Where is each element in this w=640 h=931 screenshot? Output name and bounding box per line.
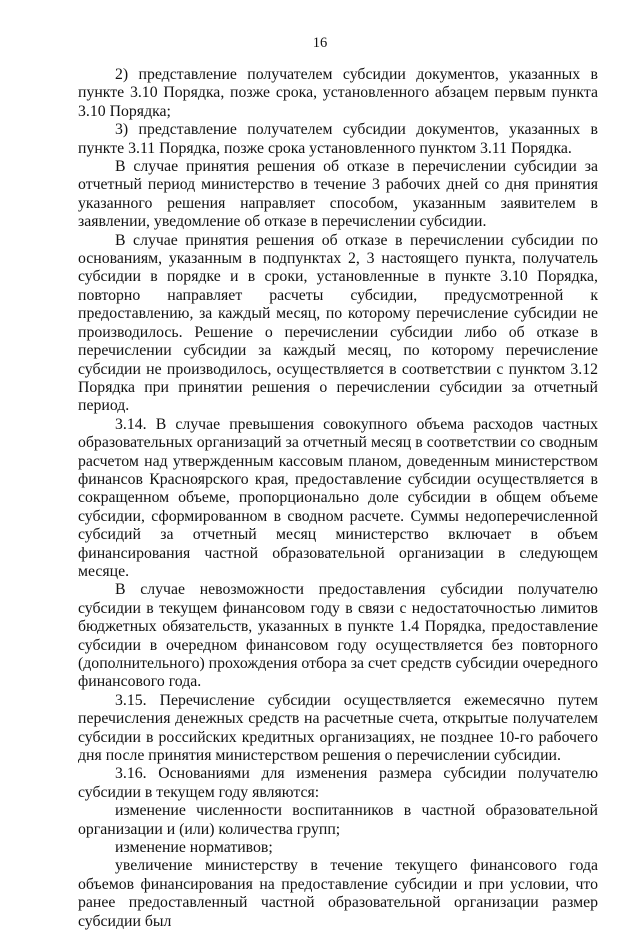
paragraph-item-3: 3) представление получателем субсидии документов, указанных в пункте 3.11 Порядка, позже срока установленного пунктом 3.11 Порядка. [78,121,598,157]
paragraph-3-15: 3.15. Перечисление субсидии осуществляется ежемесячно путем перечисления денежных средств на расчетные счета, открытые получателем субсидии в российских кредитных организациях, не позднее 10-го рабочего дня после принятия министерством решения о перечислении субсидии. [78,691,598,765]
paragraph-change-enrollment: изменение численности воспитанников в частной образовательной организации и (или) количества групп; [78,802,598,838]
paragraph-limits-insufficiency: В случае невозможности предоставления субсидии получателю субсидии в текущем финансовом году в связи с недостаточностью лимитов бюджетных обязательств, указанных в пункте 1.4 Порядка, предоставление субсидии в очередном финансовом году осуществляется без повторного (дополнительного) прохождения отбора за счет средств субсидии очередного финансового года. [78,581,599,691]
paragraph-change-norms: изменение нормативов; [115,839,273,857]
paragraph-refusal-resubmission: В случае принятия решения об отказе в перечислении субсидии по основаниям, указанным в подпунктах 2, 3 настоящего пункта, получатель субсидии в порядке и в сроки, установленные в пункте 3.10 Порядка, повторно направляет расчеты субсидии, предусмотренной к предоставлению, за каждый месяц, по которому перечисление субсидии не производилось. Решение о перечислении субсидии либо об отказе в перечислении субсидии за каждый месяц, по которому перечисление субсидии не производилось, осуществляется в соответствии с пунктом 3.12 Порядка при принятии решения о перечислении субсидии за отчетный период. [78,231,598,415]
paragraph-3-16: 3.16. Основаниями для изменения размера субсидии получателю субсидии в текущем году являются: [78,765,598,801]
page-number: 16 [312,35,328,51]
paragraph-item-2: 2) представление получателем субсидии документов, указанных в пункте 3.10 Порядка, позже срока, установленного абзацем первым пункта 3.10 Порядка; [78,66,598,120]
paragraph-3-14: 3.14. В случае превышения совокупного объема расходов частных образовательных организаций за отчетный месяц в соответствии со сводным расчетом над утвержденным кассовым планом, доведенным министерством финансов Красноярского края, предоставление субсидии осуществляется в сокращенном объеме, пропорционально доле субсидии в общем объеме субсидии, сформированном в сводном расчете. Суммы недоперечисленной субсидий за отчетный месяц министерство включает в объем финансирования частной образовательной организации в следующем месяце. [78,415,598,580]
document-body [78,66,598,931]
paragraph-funding-increase: увеличение министерству в течение текущего финансового года объемов финансирования на предоставление субсидии и при условии, что ранее предоставленный частной образовательной организации размер субсидии был [78,857,598,930]
paragraph-refusal-notice: В случае принятия решения об отказе в перечислении субсидии за отчетный период министерство в течение 3 рабочих дней со дня принятия указанного решения направляет способом, указанным заявителем в заявлении, уведомление об отказе в перечислении субсидии. [78,158,598,231]
